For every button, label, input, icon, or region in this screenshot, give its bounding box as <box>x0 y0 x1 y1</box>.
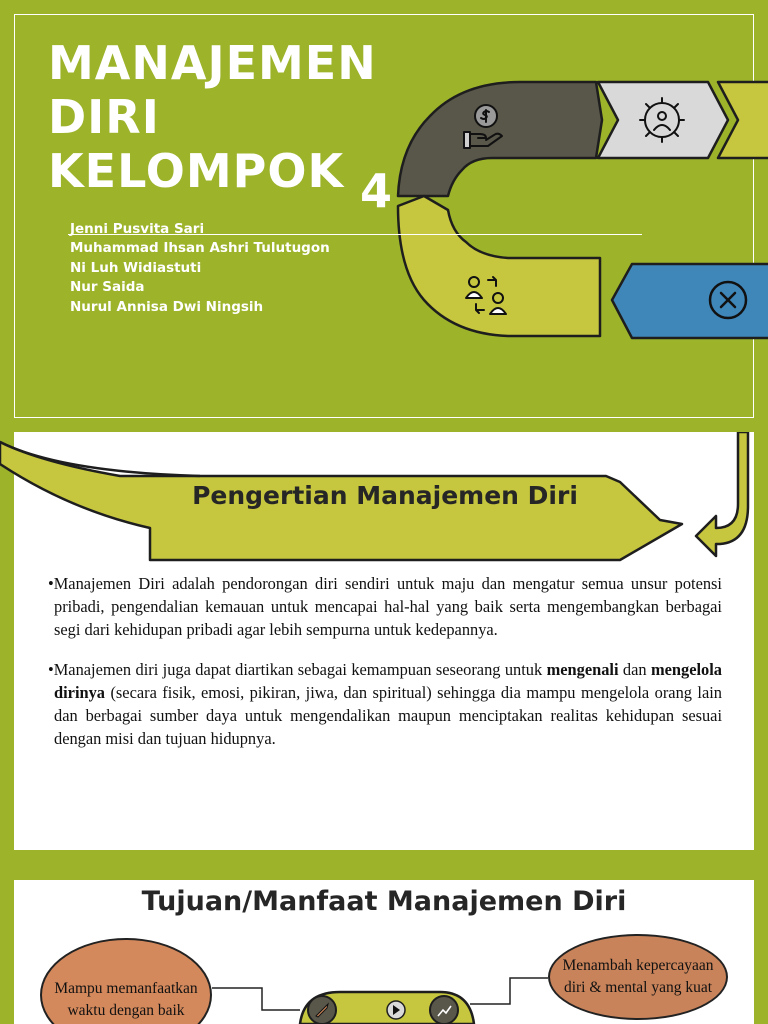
benefits-slide <box>0 864 768 1024</box>
title-line-1: MANAJEMEN <box>48 36 377 90</box>
definition-paragraph-1: •Manajemen Diri adalah pendorongan diri sendiri untuk maju dan mengatur semua unsur potensi pribadi, pengendalian kemauan untuk mencapai hal-hal yang baik serta mengembangkan berbagai segi dari kehidupan pribadi agar lebih sempurna untuk kedepannya. <box>48 574 722 640</box>
member-name: Muhammad Ihsan Ashri Tulutugon <box>70 240 330 257</box>
member-list <box>70 220 330 317</box>
member-name: Ni Luh Widiastuti <box>70 259 202 276</box>
benefit-bubble-confidence: Menambah kepercayaan diri & mental yang kuat <box>548 934 728 1020</box>
presentation-title <box>48 36 408 218</box>
connector-line-right <box>470 978 548 1004</box>
title-line-3: KELOMPOK <box>48 144 345 198</box>
definition-text <box>48 572 722 766</box>
chevron-blue <box>612 264 768 338</box>
member-name: Nurul Annisa Dwi Ningsih <box>70 298 264 315</box>
member-name: Nur Saida <box>70 279 145 296</box>
section-title: Tujuan/Manfaat Manajemen Diri <box>141 886 627 917</box>
title-slide <box>0 0 768 432</box>
emphasis-text: mengelola dirinya <box>54 659 722 702</box>
return-arrow-icon <box>696 432 748 556</box>
section-title: Pengertian Manajemen Diri <box>192 481 578 510</box>
emphasis-text: mengenali <box>546 659 619 679</box>
title-line-2: DIRI <box>48 90 160 144</box>
paragraph-text: •Manajemen diri juga dapat diartikan sebagai kemampuan seseorang untuk <box>48 659 547 679</box>
group-number: 4 <box>360 164 394 218</box>
benefit-bubble-time: Mampu memanfaatkan waktu dengan baik <box>40 938 212 1024</box>
definition-slide <box>0 432 768 864</box>
definition-paragraph-2 <box>48 658 722 751</box>
member-name: Jenni Pusvita Sari <box>70 221 205 237</box>
paragraph-text: dan <box>618 659 651 679</box>
arc-segment-top <box>398 82 602 196</box>
paragraph-text: (secara fisik, emosi, pikiran, jiwa, dan spiritual) sehingga dia mampu mengelola orang lain dan berbagai sumber daya untuk mengendalikan maupun menciptakan realitas kehidupan sesuai dengan misi dan tujuan hidupnya. <box>54 682 722 749</box>
connector-line-left <box>212 988 300 1010</box>
